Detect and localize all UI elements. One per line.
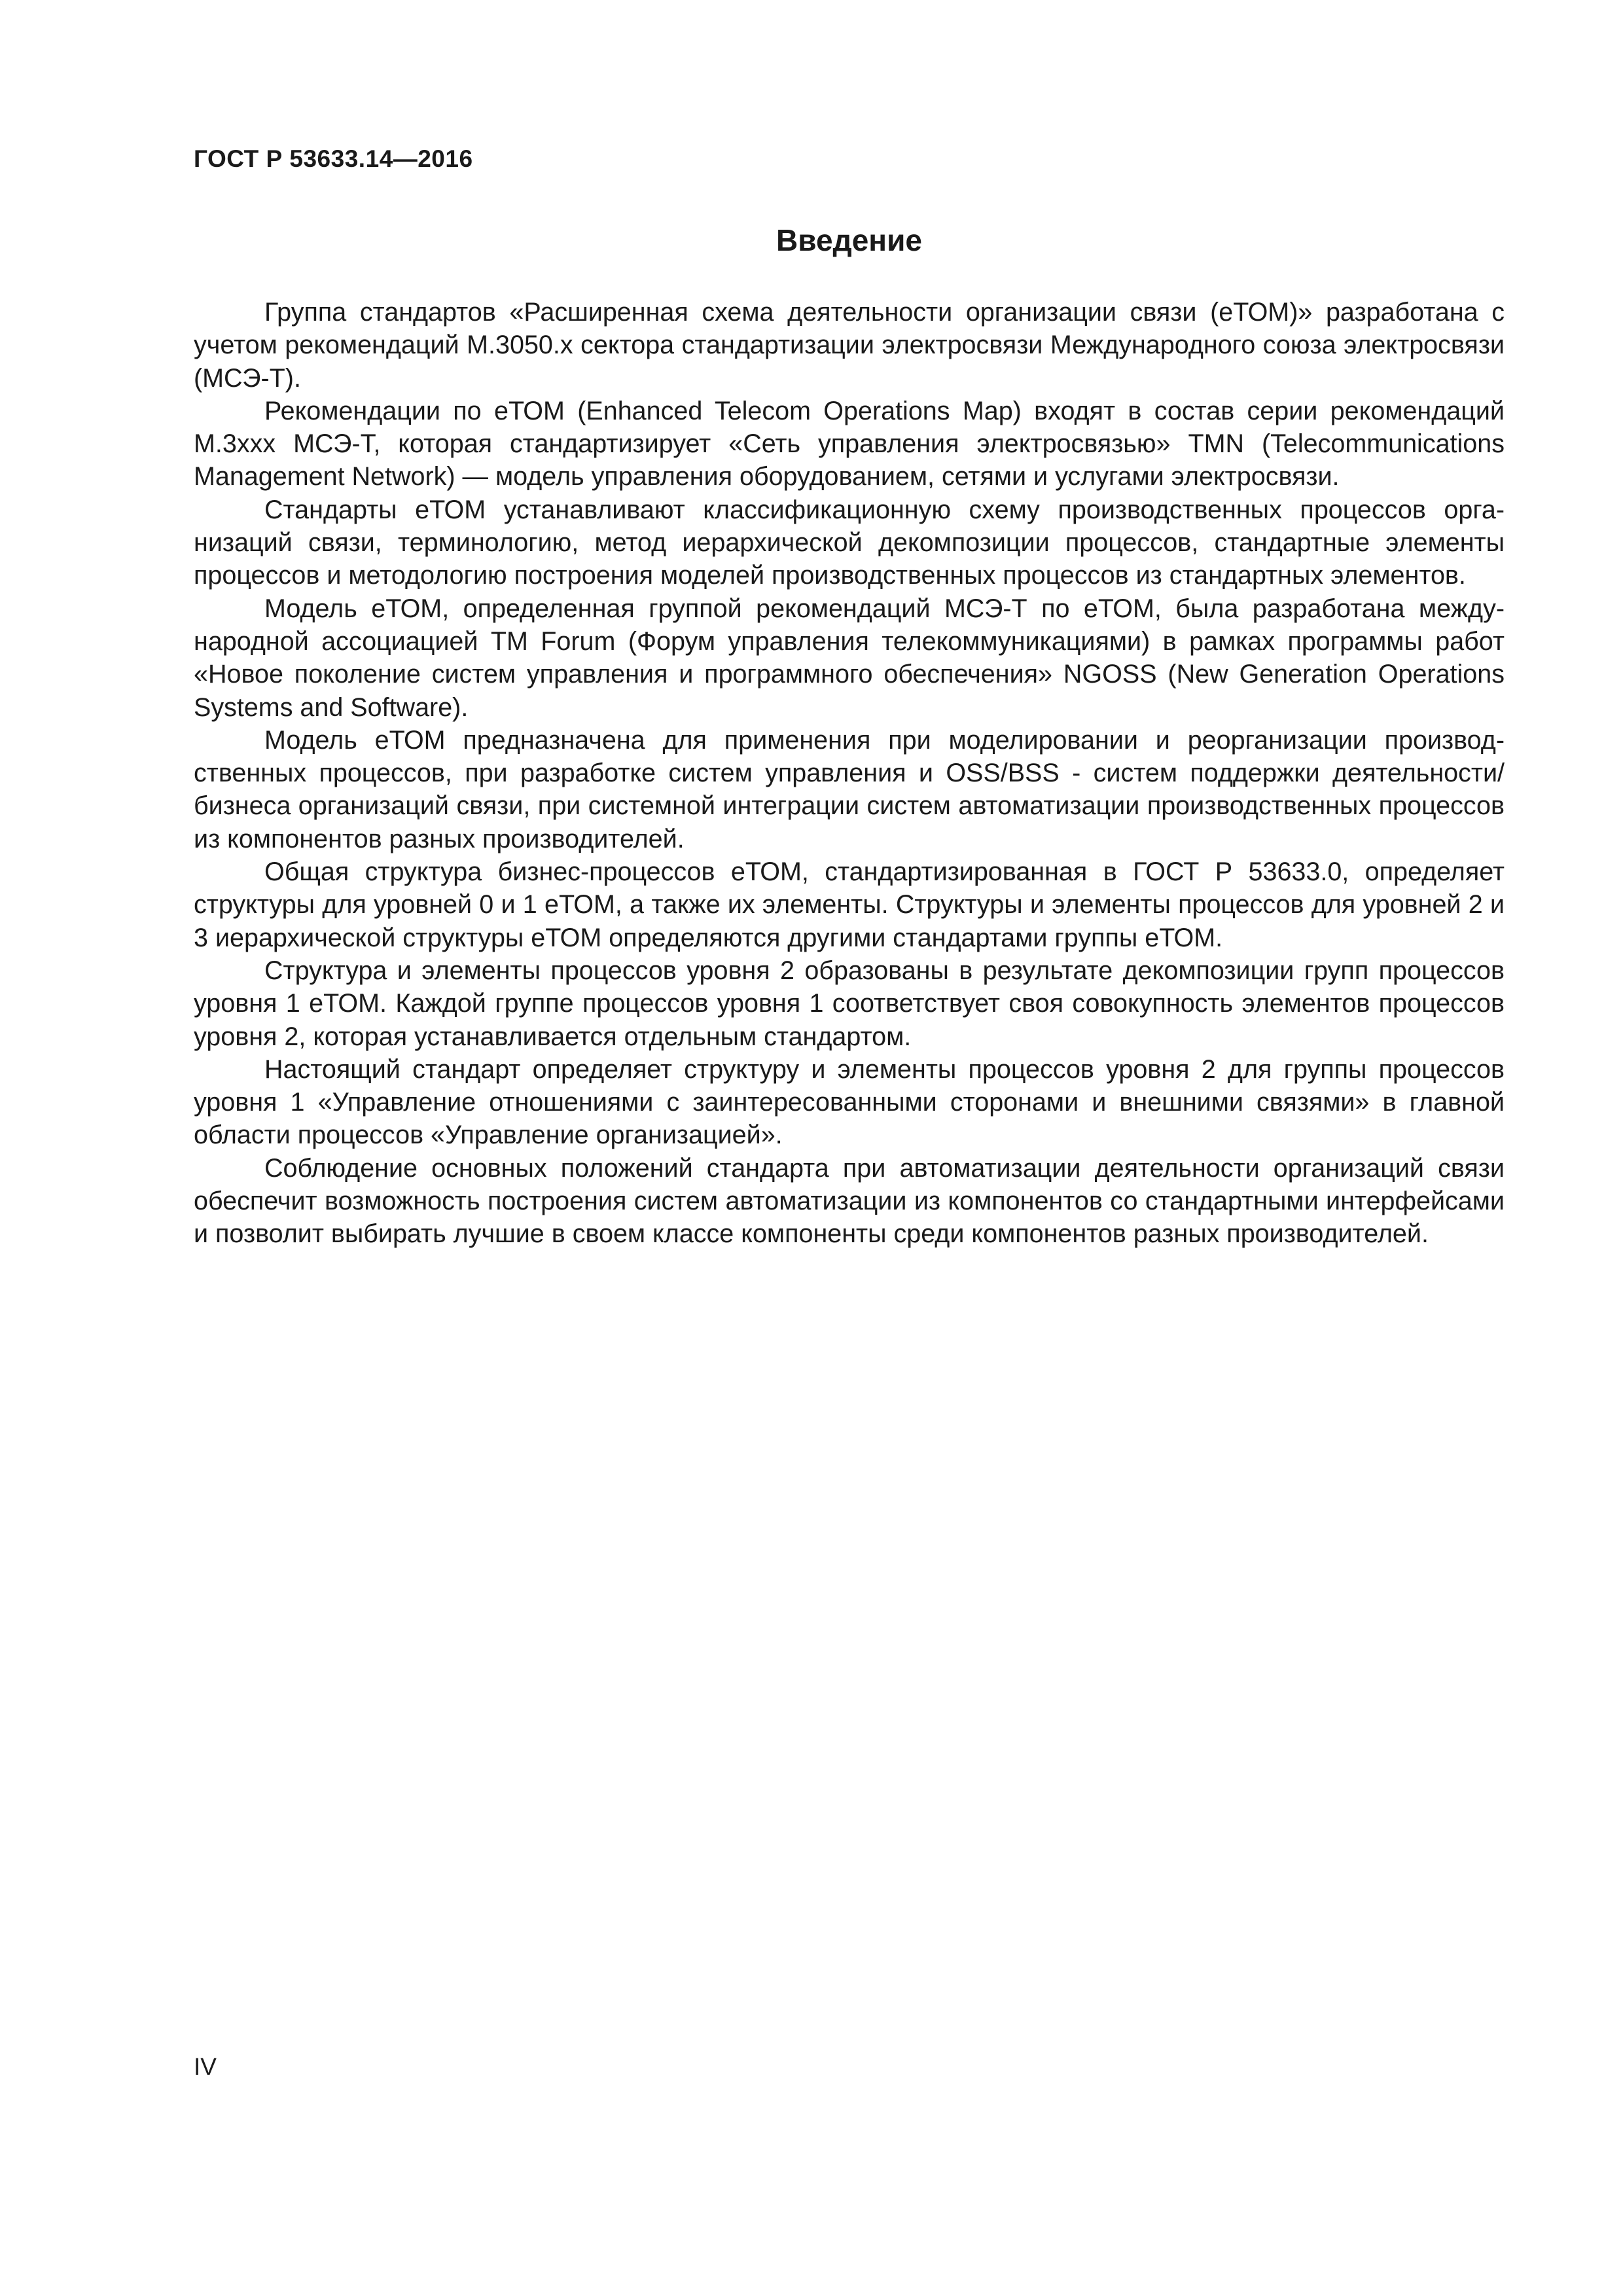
page-number: IV [194, 2053, 217, 2080]
paragraph: Модель еТОМ предназначена для применения при моделировании и реорганизации производственных процессов, при разработке систем управления и OSS/BSS - систем поддержки деятельности/ бизнеса организаций связи, при системной интеграции систем автоматизации производственных процессов из компонентов разных производителей. [194, 725, 1505, 853]
paragraph: Рекомендации по еТОМ (Enhanced Telecom Operations Map) входят в состав серии рекомендаций М.3ххх МСЭ-Т, которая стандартизирует «Сеть управления электросвязью» TMN (Telecommunications Management Network) — модель управления оборудованием, сетями и услугами электросвязи. [194, 396, 1505, 492]
paragraph: Группа стандартов «Расширенная схема деятельности организации связи (еТОМ)» разработана с учетом рекомендаций M.3050.x сектора стандартизации электросвязи Международного союза электросвязи (МСЭ-Т). [194, 298, 1505, 393]
paragraph: Общая структура бизнес-процессов еТОМ, стандартизированная в ГОСТ Р 53633.0, определяет структуры для уровней 0 и 1 еТОМ, а также их элементы. Структуры и элементы процессов для уровней 2 и 3 иерархической структуры еТОМ определяются другими стандартами группы еТОМ. [194, 857, 1505, 952]
paragraph: Структура и элементы процессов уровня 2 образованы в результате декомпозиции групп процессов уровня 1 еТОМ. Каждой группе процессов уровня 1 соответствует своя совокупность элементов процессов уровня 2, которая устанавливается отдельным стандартом. [194, 956, 1505, 1051]
paragraph: Модель еТОМ, определенная группой рекомендаций МСЭ-Т по еТОМ, была разработана международной ассоциацией ТМ Forum (Форум управления телекоммуникациями) в рамках программы работ «Новое поколение систем управления и программного обеспечения» NGOSS (New Generation Operations Systems and Software). [194, 594, 1505, 722]
introduction-body [194, 296, 1505, 1251]
paragraph: Стандарты еТОМ устанавливают классификационную схему производственных процессов организаций связи, терминологию, метод иерархической декомпозиции процессов, стандартные элементы процессов и методологию построения моделей производственных процессов из стандартных элементов. [194, 495, 1505, 590]
paragraph: Настоящий стандарт определяет структуру и элементы процессов уровня 2 для группы процессов уровня 1 «Управление отношениями с заинтересованными сторонами и внешними связями» в главной области процессов «Управление организацией». [194, 1054, 1505, 1150]
paragraph: Соблюдение основных положений стандарта при автоматизации деятельности организаций связи обеспечит возможность построения систем автоматизации из компонентов со стандартными интерфейсами и позволит выбирать лучшие в своем классе компоненты среди компонентов разных производителей. [194, 1153, 1505, 1249]
section-title: Введение [776, 223, 922, 257]
document-code: ГОСТ Р 53633.14—2016 [194, 145, 473, 172]
